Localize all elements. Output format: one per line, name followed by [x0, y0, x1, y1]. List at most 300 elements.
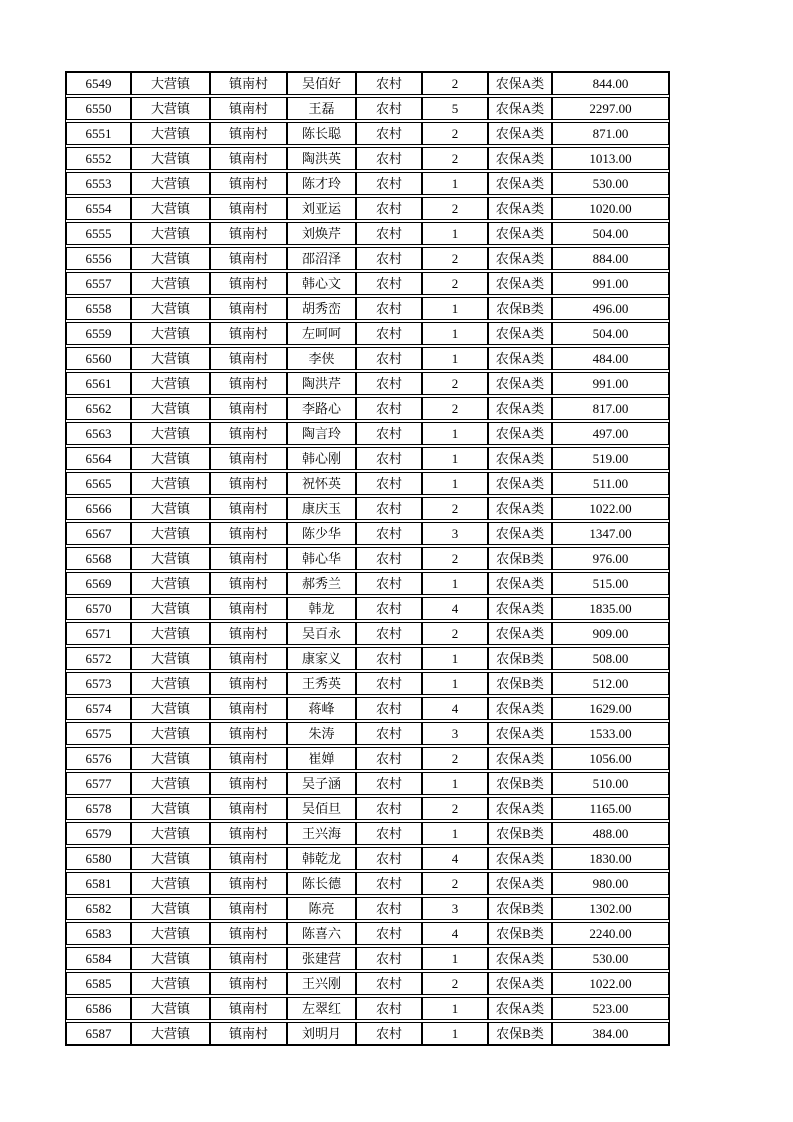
cell-village: 镇南村: [211, 348, 288, 369]
cell-village: 镇南村: [211, 148, 288, 169]
cell-amount: 508.00: [592, 651, 629, 666]
cell-person-count: 2: [423, 748, 489, 769]
cell-village: 镇南村: [211, 748, 288, 769]
cell-town: 大营镇: [132, 473, 211, 494]
cell-amount: 1302.00: [589, 901, 632, 916]
cell-village: 镇南村: [211, 473, 288, 494]
cell-town: 大营镇: [132, 348, 211, 369]
cell-village: 镇南村: [211, 548, 288, 569]
cell-person-name: 刘亚运: [288, 198, 357, 219]
cell-insurance-class: 农保A类: [489, 498, 553, 519]
cell-insurance-class: 农保A类: [489, 398, 553, 419]
cell-town: 大营镇: [132, 298, 211, 319]
cell-amount: 530.00: [592, 176, 629, 191]
cell-town: 大营镇: [132, 73, 211, 94]
cell-household-type: 农村: [357, 598, 423, 619]
table-row: [66, 247, 669, 270]
table-row: [66, 322, 669, 345]
cell-insurance-class: 农保A类: [489, 998, 553, 1019]
cell-household-type: 农村: [357, 998, 423, 1019]
cell-record-id: 6585: [67, 973, 132, 994]
cell-insurance-class: 农保B类: [489, 823, 553, 844]
cell-household-type: 农村: [357, 223, 423, 244]
cell-insurance-class: 农保B类: [489, 1023, 553, 1044]
cell-town: 大营镇: [132, 323, 211, 344]
cell-village: 镇南村: [211, 173, 288, 194]
cell-household-type: 农村: [357, 448, 423, 469]
cell-record-id: 6554: [67, 198, 132, 219]
cell-person-name: 陈长聪: [288, 123, 357, 144]
table-row: [66, 447, 669, 470]
cell-person-name: 郝秀兰: [288, 573, 357, 594]
cell-town: 大营镇: [132, 823, 211, 844]
cell-person-name: 吴佰好: [288, 73, 357, 94]
cell-amount: 504.00: [592, 326, 629, 341]
cell-household-type: 农村: [357, 523, 423, 544]
cell-amount: 991.00: [592, 276, 629, 291]
cell-person-name: 王磊: [288, 98, 357, 119]
cell-person-count: 2: [423, 398, 489, 419]
cell-town: 大营镇: [132, 548, 211, 569]
cell-amount: 991.00: [592, 376, 629, 391]
cell-town: 大营镇: [132, 998, 211, 1019]
cell-town: 大营镇: [132, 848, 211, 869]
cell-amount: 1022.00: [589, 501, 632, 516]
cell-village: 镇南村: [211, 1023, 288, 1044]
cell-person-count: 1: [423, 223, 489, 244]
cell-record-id: 6571: [67, 623, 132, 644]
cell-insurance-class: 农保A类: [489, 723, 553, 744]
cell-record-id: 6586: [67, 998, 132, 1019]
table-row: [66, 822, 669, 845]
cell-village: 镇南村: [211, 598, 288, 619]
cell-household-type: 农村: [357, 823, 423, 844]
cell-person-name: 蒋峰: [288, 698, 357, 719]
table-row: [66, 147, 669, 170]
cell-village: 镇南村: [211, 73, 288, 94]
cell-village: 镇南村: [211, 798, 288, 819]
cell-insurance-class: 农保B类: [489, 673, 553, 694]
cell-person-name: 胡秀峦: [288, 298, 357, 319]
cell-record-id: 6573: [67, 673, 132, 694]
cell-village: 镇南村: [211, 973, 288, 994]
cell-insurance-class: 农保B类: [489, 648, 553, 669]
cell-person-name: 陶言玲: [288, 423, 357, 444]
cell-record-id: 6562: [67, 398, 132, 419]
cell-town: 大营镇: [132, 373, 211, 394]
cell-town: 大营镇: [132, 973, 211, 994]
cell-household-type: 农村: [357, 873, 423, 894]
table-row: [66, 497, 669, 520]
cell-amount: 510.00: [592, 776, 629, 791]
cell-household-type: 农村: [357, 323, 423, 344]
cell-person-count: 1: [423, 998, 489, 1019]
cell-person-count: 2: [423, 198, 489, 219]
cell-amount: 1830.00: [589, 851, 632, 866]
cell-person-name: 韩乾龙: [288, 848, 357, 869]
cell-village: 镇南村: [211, 573, 288, 594]
cell-person-count: 1: [423, 648, 489, 669]
cell-record-id: 6558: [67, 298, 132, 319]
cell-person-count: 2: [423, 498, 489, 519]
cell-village: 镇南村: [211, 398, 288, 419]
cell-household-type: 农村: [357, 623, 423, 644]
cell-village: 镇南村: [211, 498, 288, 519]
table-row: [66, 122, 669, 145]
cell-amount: 871.00: [592, 126, 629, 141]
cell-household-type: 农村: [357, 348, 423, 369]
cell-insurance-class: 农保A类: [489, 973, 553, 994]
cell-town: 大营镇: [132, 898, 211, 919]
cell-amount: 515.00: [592, 576, 629, 591]
cell-person-name: 邵沼泽: [288, 248, 357, 269]
cell-person-name: 陈喜六: [288, 923, 357, 944]
cell-town: 大营镇: [132, 623, 211, 644]
cell-record-id: 6581: [67, 873, 132, 894]
cell-household-type: 农村: [357, 298, 423, 319]
cell-village: 镇南村: [211, 248, 288, 269]
cell-town: 大营镇: [132, 598, 211, 619]
cell-person-name: 陶洪芹: [288, 373, 357, 394]
cell-town: 大营镇: [132, 773, 211, 794]
cell-town: 大营镇: [132, 948, 211, 969]
cell-village: 镇南村: [211, 673, 288, 694]
cell-insurance-class: 农保A类: [489, 73, 553, 94]
cell-village: 镇南村: [211, 698, 288, 719]
cell-household-type: 农村: [357, 548, 423, 569]
cell-record-id: 6566: [67, 498, 132, 519]
cell-amount: 980.00: [592, 876, 629, 891]
cell-person-count: 1: [423, 348, 489, 369]
cell-amount: 496.00: [592, 301, 629, 316]
cell-record-id: 6549: [67, 73, 132, 94]
table-row: [66, 922, 669, 945]
table-row: [66, 297, 669, 320]
cell-person-name: 张建营: [288, 948, 357, 969]
cell-insurance-class: 农保A类: [489, 273, 553, 294]
cell-household-type: 农村: [357, 773, 423, 794]
records-table: [65, 71, 670, 1046]
cell-person-name: 韩龙: [288, 598, 357, 619]
cell-household-type: 农村: [357, 148, 423, 169]
cell-person-count: 1: [423, 773, 489, 794]
cell-person-name: 王兴刚: [288, 973, 357, 994]
cell-person-count: 2: [423, 373, 489, 394]
cell-household-type: 农村: [357, 473, 423, 494]
cell-person-count: 4: [423, 698, 489, 719]
cell-village: 镇南村: [211, 273, 288, 294]
table-row: [66, 197, 669, 220]
cell-record-id: 6557: [67, 273, 132, 294]
cell-person-name: 韩心华: [288, 548, 357, 569]
cell-record-id: 6555: [67, 223, 132, 244]
cell-person-count: 4: [423, 598, 489, 619]
cell-household-type: 农村: [357, 423, 423, 444]
cell-village: 镇南村: [211, 323, 288, 344]
cell-insurance-class: 农保A类: [489, 348, 553, 369]
cell-village: 镇南村: [211, 373, 288, 394]
cell-village: 镇南村: [211, 423, 288, 444]
cell-insurance-class: 农保A类: [489, 323, 553, 344]
cell-insurance-class: 农保A类: [489, 248, 553, 269]
cell-town: 大营镇: [132, 873, 211, 894]
cell-insurance-class: 农保A类: [489, 523, 553, 544]
cell-record-id: 6568: [67, 548, 132, 569]
cell-town: 大营镇: [132, 748, 211, 769]
cell-town: 大营镇: [132, 648, 211, 669]
cell-village: 镇南村: [211, 623, 288, 644]
cell-record-id: 6578: [67, 798, 132, 819]
cell-person-name: 李侠: [288, 348, 357, 369]
cell-town: 大营镇: [132, 698, 211, 719]
cell-insurance-class: 农保A类: [489, 98, 553, 119]
cell-village: 镇南村: [211, 448, 288, 469]
cell-person-count: 4: [423, 923, 489, 944]
cell-person-name: 吴佰旦: [288, 798, 357, 819]
cell-person-count: 4: [423, 848, 489, 869]
cell-amount: 1533.00: [589, 726, 632, 741]
cell-village: 镇南村: [211, 123, 288, 144]
table-row: [66, 547, 669, 570]
cell-person-name: 陈亮: [288, 898, 357, 919]
cell-insurance-class: 农保A类: [489, 623, 553, 644]
cell-person-count: 2: [423, 873, 489, 894]
cell-record-id: 6550: [67, 98, 132, 119]
cell-amount: 2297.00: [589, 101, 632, 116]
table-row: [66, 797, 669, 820]
cell-amount: 519.00: [592, 451, 629, 466]
cell-record-id: 6576: [67, 748, 132, 769]
table-row: [66, 747, 669, 770]
cell-amount: 976.00: [592, 551, 629, 566]
cell-household-type: 农村: [357, 198, 423, 219]
cell-person-count: 2: [423, 248, 489, 269]
cell-person-name: 王秀英: [288, 673, 357, 694]
cell-record-id: 6564: [67, 448, 132, 469]
cell-town: 大营镇: [132, 148, 211, 169]
cell-person-count: 3: [423, 898, 489, 919]
cell-person-count: 1: [423, 473, 489, 494]
cell-village: 镇南村: [211, 873, 288, 894]
cell-person-count: 3: [423, 723, 489, 744]
cell-household-type: 农村: [357, 748, 423, 769]
cell-household-type: 农村: [357, 798, 423, 819]
cell-person-count: 2: [423, 273, 489, 294]
cell-town: 大营镇: [132, 573, 211, 594]
cell-person-count: 1: [423, 673, 489, 694]
cell-amount: 1022.00: [589, 976, 632, 991]
cell-village: 镇南村: [211, 523, 288, 544]
cell-insurance-class: 农保A类: [489, 373, 553, 394]
table-row: [66, 997, 669, 1020]
table-row: [66, 622, 669, 645]
cell-amount: 504.00: [592, 226, 629, 241]
cell-insurance-class: 农保B类: [489, 898, 553, 919]
cell-town: 大营镇: [132, 498, 211, 519]
cell-town: 大营镇: [132, 223, 211, 244]
cell-person-count: 1: [423, 823, 489, 844]
cell-village: 镇南村: [211, 848, 288, 869]
cell-person-name: 左翠红: [288, 998, 357, 1019]
table-row: [66, 372, 669, 395]
table-row: [66, 572, 669, 595]
table-row: [66, 422, 669, 445]
cell-record-id: 6563: [67, 423, 132, 444]
cell-record-id: 6552: [67, 148, 132, 169]
cell-insurance-class: 农保A类: [489, 698, 553, 719]
cell-insurance-class: 农保A类: [489, 448, 553, 469]
cell-village: 镇南村: [211, 223, 288, 244]
cell-amount: 1165.00: [589, 801, 632, 816]
cell-insurance-class: 农保B类: [489, 298, 553, 319]
cell-household-type: 农村: [357, 73, 423, 94]
cell-record-id: 6579: [67, 823, 132, 844]
cell-person-count: 2: [423, 623, 489, 644]
cell-record-id: 6575: [67, 723, 132, 744]
cell-amount: 1347.00: [589, 526, 632, 541]
cell-person-count: 1: [423, 448, 489, 469]
cell-insurance-class: 农保B类: [489, 548, 553, 569]
cell-person-count: 1: [423, 1023, 489, 1044]
cell-household-type: 农村: [357, 723, 423, 744]
cell-insurance-class: 农保A类: [489, 798, 553, 819]
cell-household-type: 农村: [357, 173, 423, 194]
cell-insurance-class: 农保A类: [489, 198, 553, 219]
cell-amount: 884.00: [592, 251, 629, 266]
cell-person-name: 陈才玲: [288, 173, 357, 194]
table-row: [66, 972, 669, 995]
cell-amount: 512.00: [592, 676, 629, 691]
cell-household-type: 农村: [357, 398, 423, 419]
cell-insurance-class: 农保A类: [489, 423, 553, 444]
cell-village: 镇南村: [211, 773, 288, 794]
cell-record-id: 6561: [67, 373, 132, 394]
cell-amount: 844.00: [592, 76, 629, 91]
table-row: [66, 597, 669, 620]
cell-person-count: 3: [423, 523, 489, 544]
cell-person-name: 韩心文: [288, 273, 357, 294]
cell-amount: 511.00: [592, 476, 629, 491]
cell-record-id: 6551: [67, 123, 132, 144]
cell-record-id: 6567: [67, 523, 132, 544]
table-row: [66, 222, 669, 245]
cell-household-type: 农村: [357, 98, 423, 119]
cell-amount: 530.00: [592, 951, 629, 966]
cell-amount: 909.00: [592, 626, 629, 641]
cell-person-count: 2: [423, 798, 489, 819]
table-row: [66, 897, 669, 920]
cell-person-name: 陶洪英: [288, 148, 357, 169]
cell-amount: 1629.00: [589, 701, 632, 716]
cell-amount: 488.00: [592, 826, 629, 841]
table-row: [66, 522, 669, 545]
table-row: [66, 947, 669, 970]
cell-person-name: 崔婵: [288, 748, 357, 769]
cell-person-name: 康家义: [288, 648, 357, 669]
cell-amount: 384.00: [592, 1026, 629, 1041]
cell-town: 大营镇: [132, 398, 211, 419]
table-row: [66, 72, 669, 95]
table-row: [66, 772, 669, 795]
cell-insurance-class: 农保A类: [489, 123, 553, 144]
cell-record-id: 6582: [67, 898, 132, 919]
table-row: [66, 172, 669, 195]
cell-village: 镇南村: [211, 948, 288, 969]
cell-town: 大营镇: [132, 98, 211, 119]
cell-person-name: 刘焕芹: [288, 223, 357, 244]
cell-person-count: 1: [423, 573, 489, 594]
cell-insurance-class: 农保A类: [489, 173, 553, 194]
cell-person-name: 左呵呵: [288, 323, 357, 344]
cell-insurance-class: 农保A类: [489, 598, 553, 619]
cell-person-count: 1: [423, 173, 489, 194]
table-row: [66, 872, 669, 895]
cell-person-count: 1: [423, 423, 489, 444]
table-row: [66, 647, 669, 670]
cell-person-name: 李路心: [288, 398, 357, 419]
cell-insurance-class: 农保A类: [489, 223, 553, 244]
cell-person-name: 康庆玉: [288, 498, 357, 519]
cell-town: 大营镇: [132, 273, 211, 294]
cell-town: 大营镇: [132, 798, 211, 819]
cell-person-name: 陈长德: [288, 873, 357, 894]
cell-amount: 1056.00: [589, 751, 632, 766]
cell-person-count: 2: [423, 73, 489, 94]
cell-person-name: 刘明月: [288, 1023, 357, 1044]
cell-town: 大营镇: [132, 673, 211, 694]
cell-household-type: 农村: [357, 648, 423, 669]
cell-town: 大营镇: [132, 173, 211, 194]
cell-amount: 1013.00: [589, 151, 632, 166]
cell-record-id: 6559: [67, 323, 132, 344]
table-row: [66, 347, 669, 370]
cell-amount: 817.00: [592, 401, 629, 416]
cell-record-id: 6587: [67, 1023, 132, 1044]
cell-person-count: 1: [423, 323, 489, 344]
cell-record-id: 6570: [67, 598, 132, 619]
table-row: [66, 97, 669, 120]
cell-insurance-class: 农保A类: [489, 873, 553, 894]
cell-household-type: 农村: [357, 248, 423, 269]
cell-insurance-class: 农保A类: [489, 948, 553, 969]
cell-person-count: 1: [423, 298, 489, 319]
cell-household-type: 农村: [357, 373, 423, 394]
cell-household-type: 农村: [357, 123, 423, 144]
cell-town: 大营镇: [132, 248, 211, 269]
cell-person-name: 朱涛: [288, 723, 357, 744]
cell-household-type: 农村: [357, 973, 423, 994]
table-row: [66, 272, 669, 295]
cell-record-id: 6569: [67, 573, 132, 594]
cell-household-type: 农村: [357, 673, 423, 694]
table-row: [66, 722, 669, 745]
cell-town: 大营镇: [132, 123, 211, 144]
cell-record-id: 6560: [67, 348, 132, 369]
cell-record-id: 6577: [67, 773, 132, 794]
cell-amount: 1835.00: [589, 601, 632, 616]
cell-amount: 484.00: [592, 351, 629, 366]
cell-person-count: 1: [423, 948, 489, 969]
cell-household-type: 农村: [357, 498, 423, 519]
cell-record-id: 6556: [67, 248, 132, 269]
cell-person-name: 韩心刚: [288, 448, 357, 469]
cell-person-name: 吴百永: [288, 623, 357, 644]
cell-person-count: 5: [423, 98, 489, 119]
cell-household-type: 农村: [357, 573, 423, 594]
cell-record-id: 6580: [67, 848, 132, 869]
cell-insurance-class: 农保B类: [489, 923, 553, 944]
cell-person-count: 2: [423, 973, 489, 994]
